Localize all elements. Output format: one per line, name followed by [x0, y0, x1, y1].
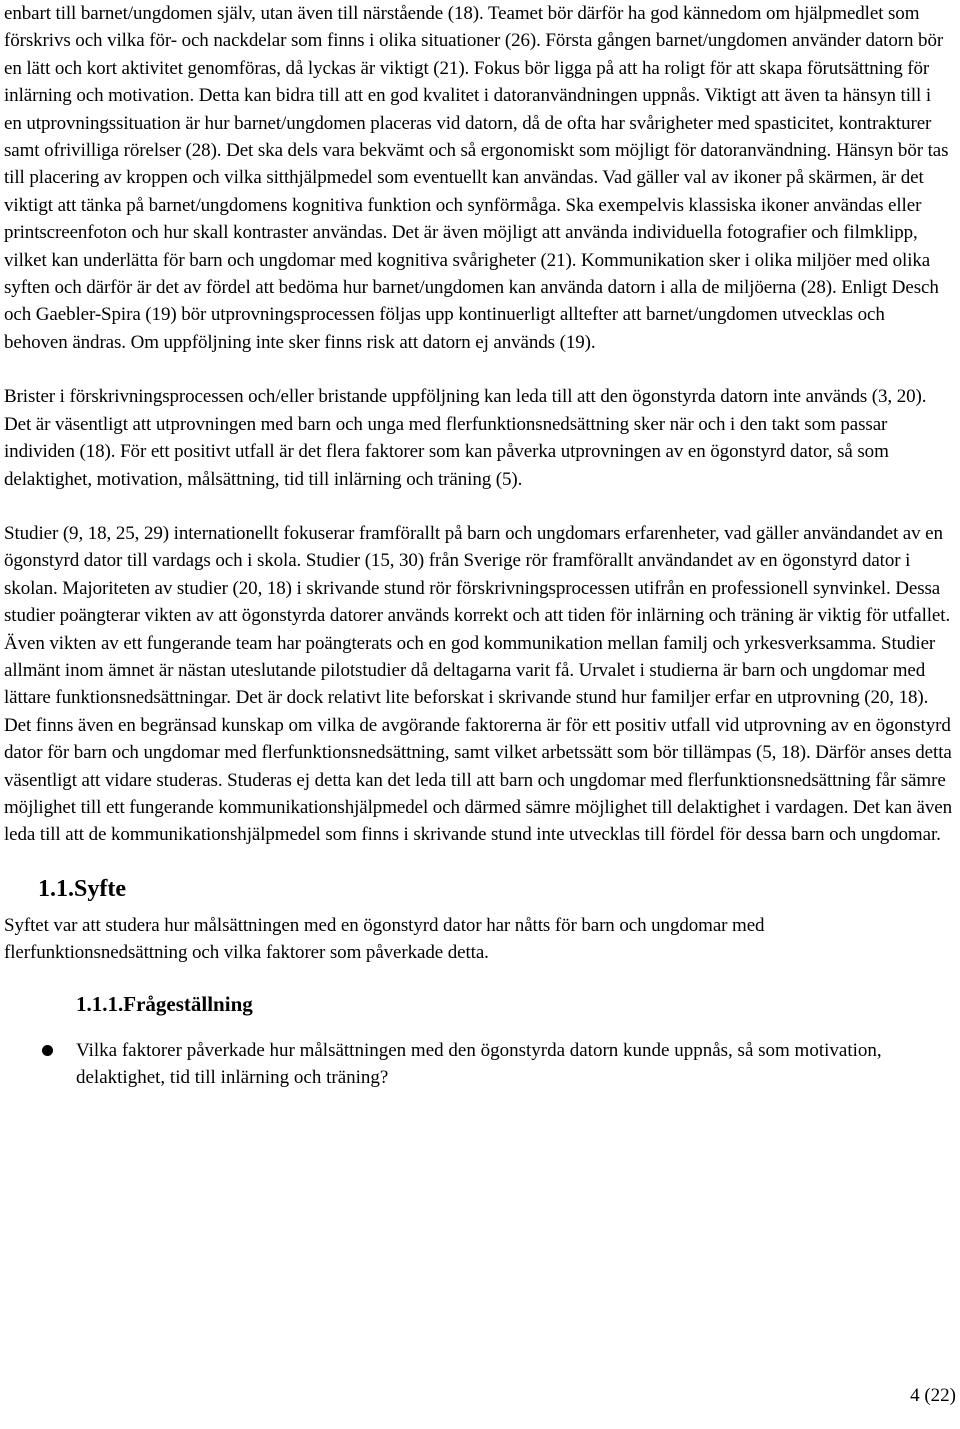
section-heading-syfte: 1.1.Syfte [38, 875, 126, 902]
subsection-heading-fragestallning: 1.1.1.Frågeställning [76, 991, 253, 1016]
section-text-syfte: Syftet var att studera hur målsättningen med en ögonstyrd dator har nåtts för barn och ungdomar med flerfunktionsnedsättning och vilka faktorer som påverkade detta. [4, 914, 765, 964]
list-item-text: Vilka faktorer påverkade hur målsättningen med den ögonstyrda datorn kunde uppnås, så som motivation, delaktighet, tid till inlärning och träning? [76, 1039, 882, 1088]
body-paragraph-3: Studier (9, 18, 25, 29) internationellt fokuserar framförallt på barn och ungdomars erfarenheter, vad gäller användandet av en ögonstyrd dator till vardags och i skola. Studier (15, 30) från Sverige rör framförallt användandet av en ögonstyrd dator i skolan. Majoriteten av studier (20, 18) i skrivande stund rör förskrivningsprocessen utifrån en professionell synvinkel. Dessa studier poängterar vikten av att ögonstyrda datorer används korrekt och att tiden för inlärning och träning är viktig för utfallet. Även vikten av ett fungerande team har poängterats och en god kommunikation mellan familj och yrkesverksamma. Studier allmänt inom ämnet är nästan uteslutande pilotstudier då deltagarna varit få. Urvalet i studierna är barn och ungdomar med lättare funktionsnedsättningar. Det är dock relativt lite beforskat i skrivande stund hur familjer erfar en utprovning (20, 18). Det finns även en begränsad kunskap om vilka de avgörande faktorerna är för ett positiv utfall vid utprovning av en ögonstyrd dator för barn och ungdomar med flerfunktionsnedsättning, samt vilket arbetssätt som bör tillämpas (5, 18). Därför anses detta väsentligt att vidare studeras. Studeras ej detta kan det leda till att barn och ungdomar med flerfunktionsnedsättning får sämre möjlighet till ett fungerande kommunikationshjälpmedel och därmed sämre möjlighet till delaktighet i vardagen. Det kan även leda till att de kommunikationshjälpmedel som finns i skrivande stund inte utvecklas till fördel för dessa barn och ungdomar. [4, 522, 952, 846]
page-number: 4 (22) [910, 1385, 956, 1406]
body-paragraph-2: Brister i förskrivningsprocessen och/eller bristande uppföljning kan leda till att den ögonstyrda datorn inte används (3, 20). Det är väsentligt att utprovningen med barn och unga med flerfunktionsnedsättning sker när och i den takt som passar individen (18). För ett positivt utfall är det flera faktorer som kan påverka utprovningen av en ögonstyrd dator, så som delaktighet, motivation, målsättning, tid till inlärning och träning (5). [4, 386, 927, 490]
list-item [4, 1037, 952, 1092]
bullet-icon [42, 1045, 53, 1056]
body-paragraph-1: enbart till barnet/ungdomen själv, utan även till närstående (18). Teamet bör därför ha god kännedom om hjälpmedlet som förskrivs och vilka för- och nackdelar som finns i olika situationer (26). Första gången barnet/ungdomen använder datorn bör en lätt och kort aktivitet genomföras, då lyckas är viktigt (21). Fokus bör ligga på att ha roligt för att skapa förutsättning för inlärning och motivation. Detta kan bidra till att en god kvalitet i datoranvändningen uppnås. Viktigt att även ta hänsyn till i en utprovningssituation är hur barnet/ungdomen placeras vid datorn, då de ofta har svårigheter med spasticitet, kontrakturer samt ofrivilliga rörelser (28). Det ska dels vara bekvämt och så ergonomiskt som möjligt för datoranvändning. Hänsyn bör tas till placering av kroppen och vilka sitthjälpmedel som eventuellt kan användas. Vad gäller val av ikoner på skärmen, är det viktigt att tänka på barnet/ungdomens kognitiva funktion och synförmåga. Ska exempelvis klassiska ikoner användas eller printscreenfoton och hur skall kontraster användas. Det är även möjligt att använda individuella fotografier och filmklipp, vilket kan underlätta för barn och ungdomar med kognitiva svårigheter (21). Kommunikation sker i olika miljöer med olika syften och därför är det av fördel att bedöma hur barnet/ungdomen kan använda datorn i alla de miljöerna (28). Enligt Desch och Gaebler-Spira (19) bör utprovningsprocessen följas upp kontinuerligt alltefter att barnet/ungdomen utvecklas och behoven ändras. Om uppföljning inte sker finns risk att datorn ej används (19). [4, 3, 949, 353]
document-page [4, 0, 952, 1091]
question-list [4, 1037, 952, 1092]
